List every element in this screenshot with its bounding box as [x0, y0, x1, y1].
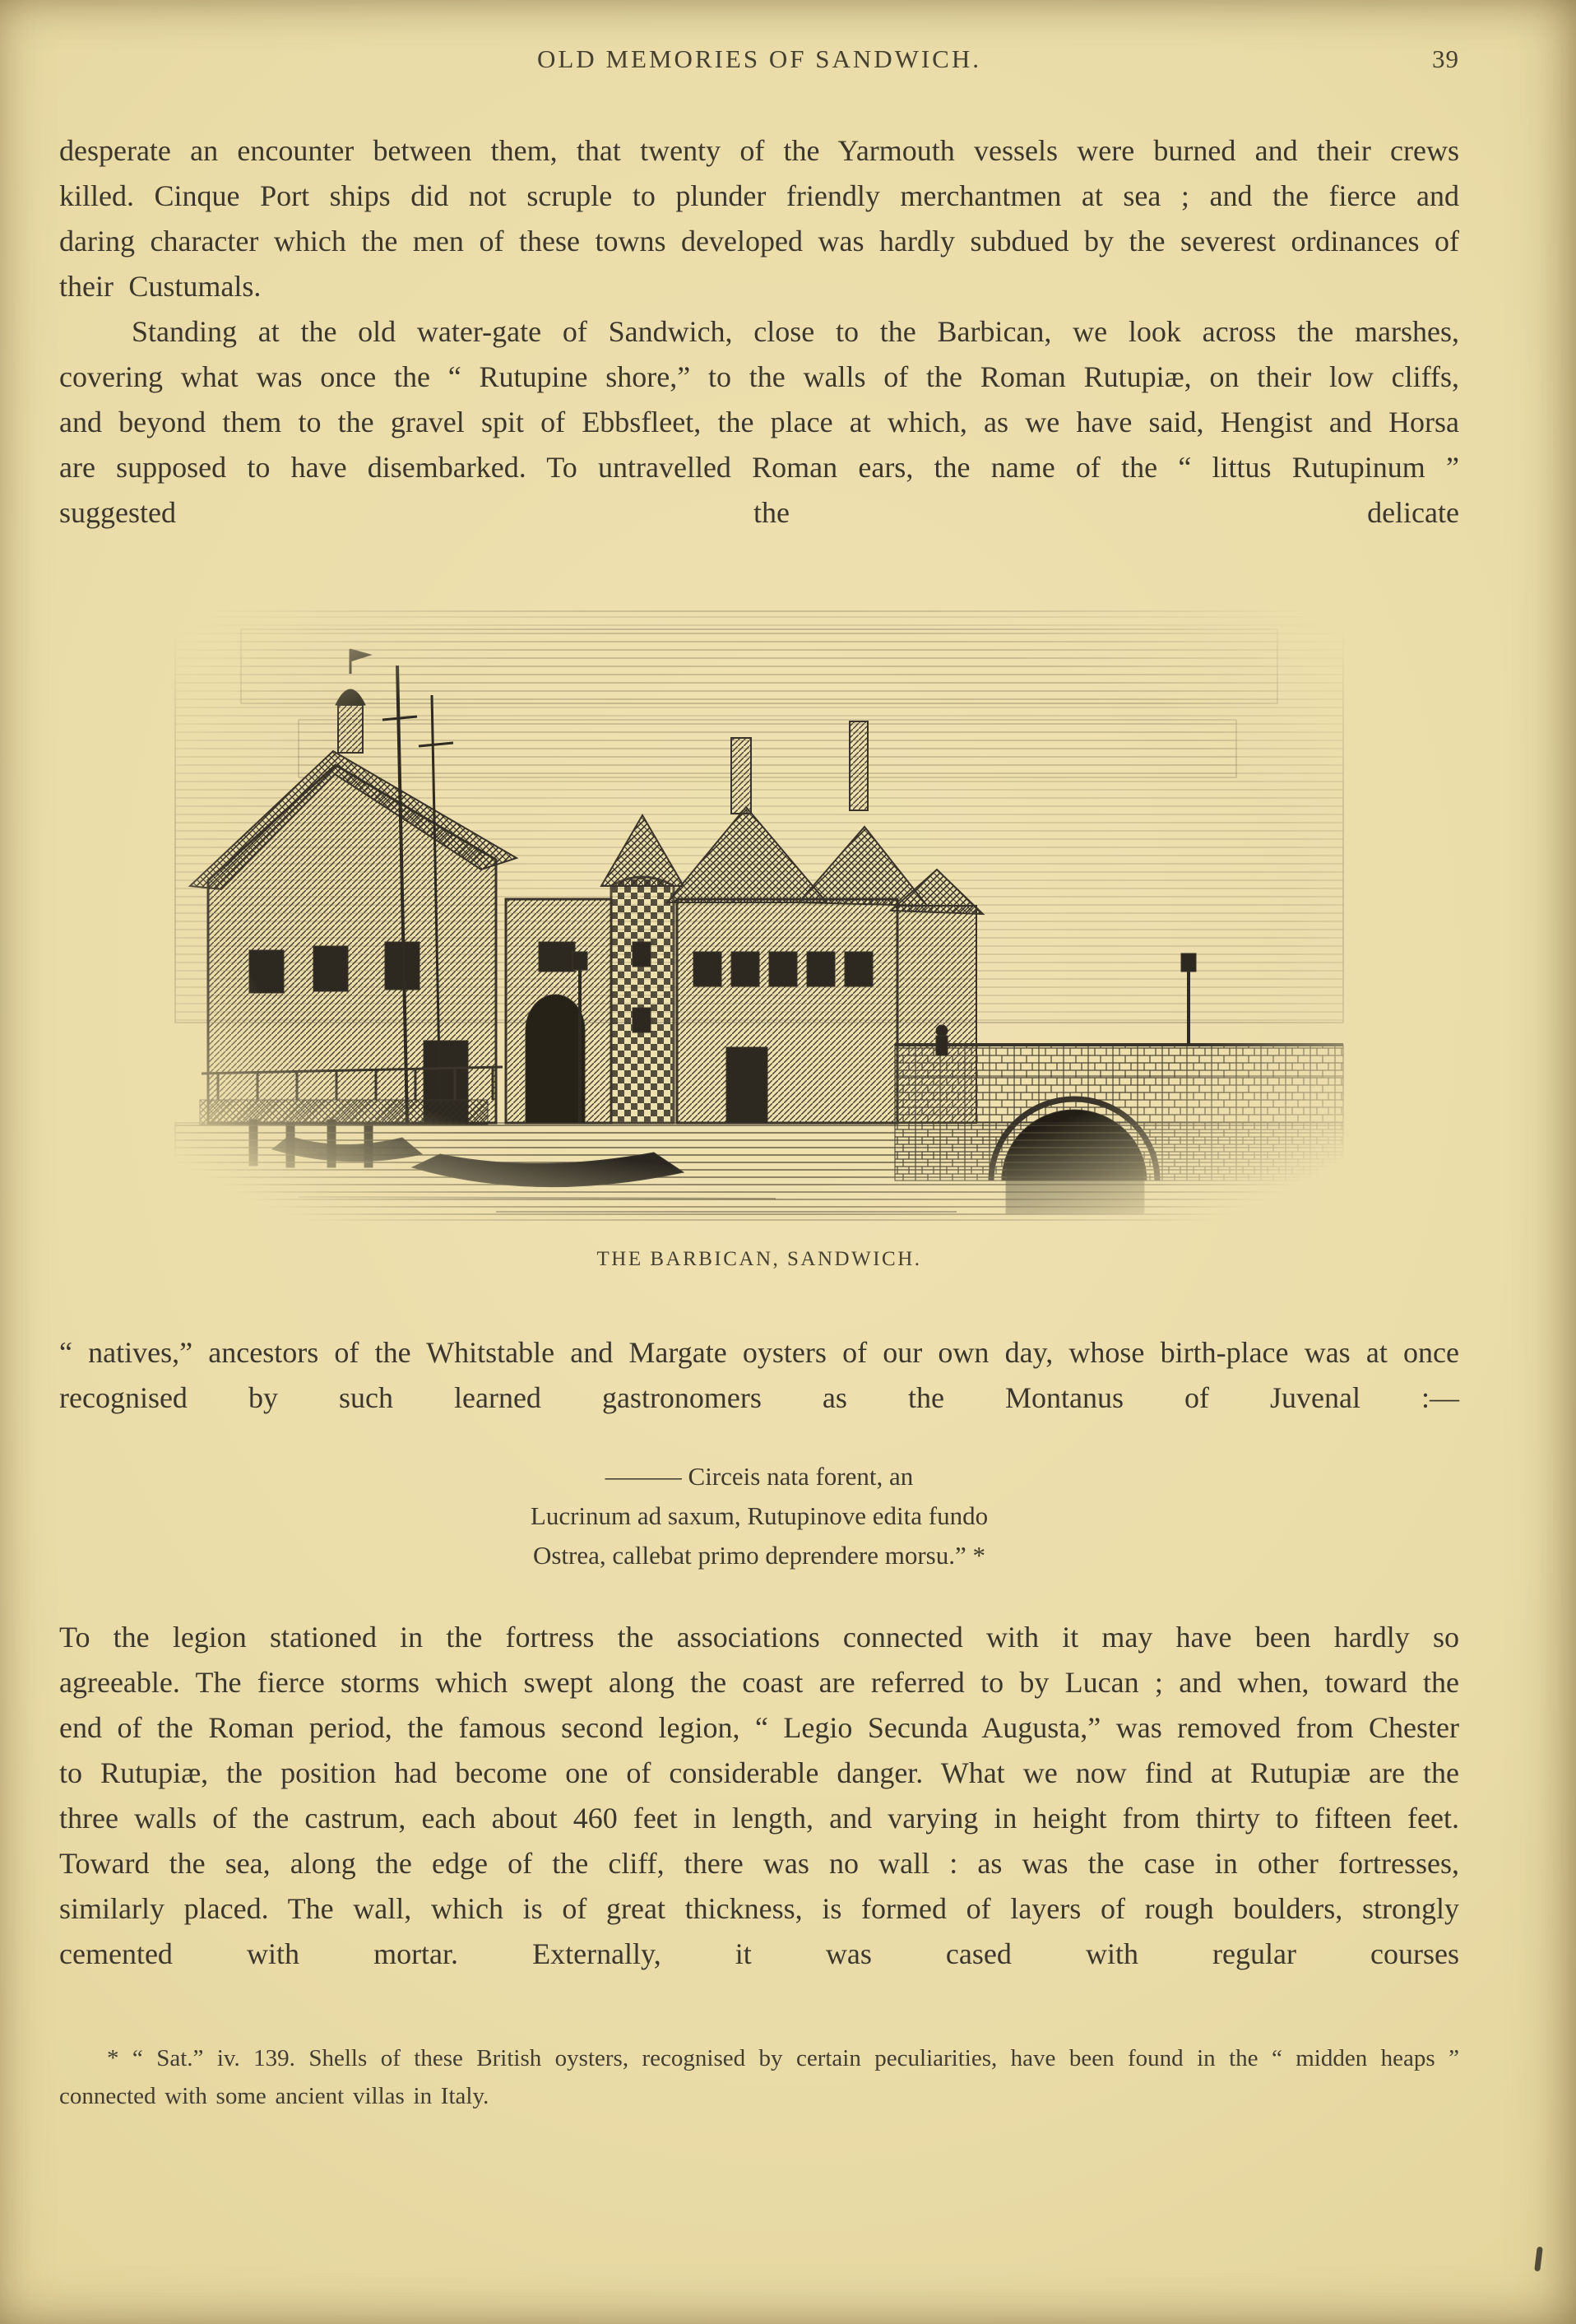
- page-title: OLD MEMORIES OF SANDWICH.: [536, 44, 981, 73]
- paragraph-natives: “ natives,” ancestors of the Whitstable and Margate oysters of our own day, whose birth-place was at once recognised by such learned gastronomers as the Montanus of Juvenal :—: [59, 1336, 1459, 1414]
- water-gate: [506, 899, 611, 1123]
- main-text-middle: [59, 1330, 1459, 1421]
- quote-line-2: Lucrinum ad saxum, Rutupinove edita fundo: [530, 1501, 989, 1530]
- illustration-caption: THE BARBICAN, SANDWICH.: [596, 1248, 922, 1270]
- paragraph-watergate: Standing at the old water-gate of Sandwich, close to the Barbican, we look across the marshes, covering what was once the “ Rutupine shore,” to the walls of the Roman Rutupiæ, on their low cliffs, and beyond them to the gravel spit of Ebbsfleet, the place at which, as we have said, Hengist and Horsa are supposed to have disembarked. To untravelled Roman ears, the name of the “ littus Rutupinum ” suggested the delicate: [59, 315, 1459, 529]
- quote-line-3: Ostrea, callebat primo deprendere morsu.” *: [532, 1541, 986, 1570]
- latin-quotation: [59, 1457, 1459, 1575]
- ink-mark: [1534, 2247, 1543, 2272]
- footnote: * “ Sat.” iv. 139. Shells of these British oysters, recognised by certain peculiarities, have been found in the “ midden heaps ” connected with some ancient villas in Italy.: [59, 2045, 1459, 2109]
- quote-line-1: ——— Circeis nata forent, an: [605, 1462, 914, 1491]
- main-text-upper: [59, 128, 1459, 536]
- page-number: 39: [1432, 44, 1459, 73]
- paragraph-yarmouth: desperate an encounter between them, that twenty of the Yarmouth vessels were burned and their crews killed. Cinque Port ships did not scruple to plunder friendly merchantmen at sea ; and the fierce and daring character which the men of these towns developed was hardly subdued by the severest ordinances of their Custumals.: [59, 134, 1459, 303]
- barbican-engraving: [151, 596, 1368, 1271]
- main-text-lower: [59, 1615, 1459, 1977]
- water: [175, 1123, 1343, 1220]
- paragraph-legion: To the legion stationed in the fortress the associations connected with it may have been hardly so agreeable. The fierce storms which swept along the coast are referred to by Lucan ; and when, toward the end of the Roman period, the famous second legion, “ Legio Secunda Augusta,” was removed from Chester to Rutupiæ, the position had become one of considerable danger. What we now find at Rutupiæ are the three walls of the castrum, each about 460 feet in length, and varying in height from thirty to fifteen feet. Toward the sea, along the edge of the cliff, there was no wall : as was the case in other fortresses, similarly placed. The wall, which is of great thickness, is formed of layers of rough boulders, strongly cemented with mortar. Externally, it was cased with regular courses: [59, 1621, 1459, 1970]
- running-head: [59, 44, 1459, 81]
- engraving-illustration-icon: [151, 596, 1368, 1222]
